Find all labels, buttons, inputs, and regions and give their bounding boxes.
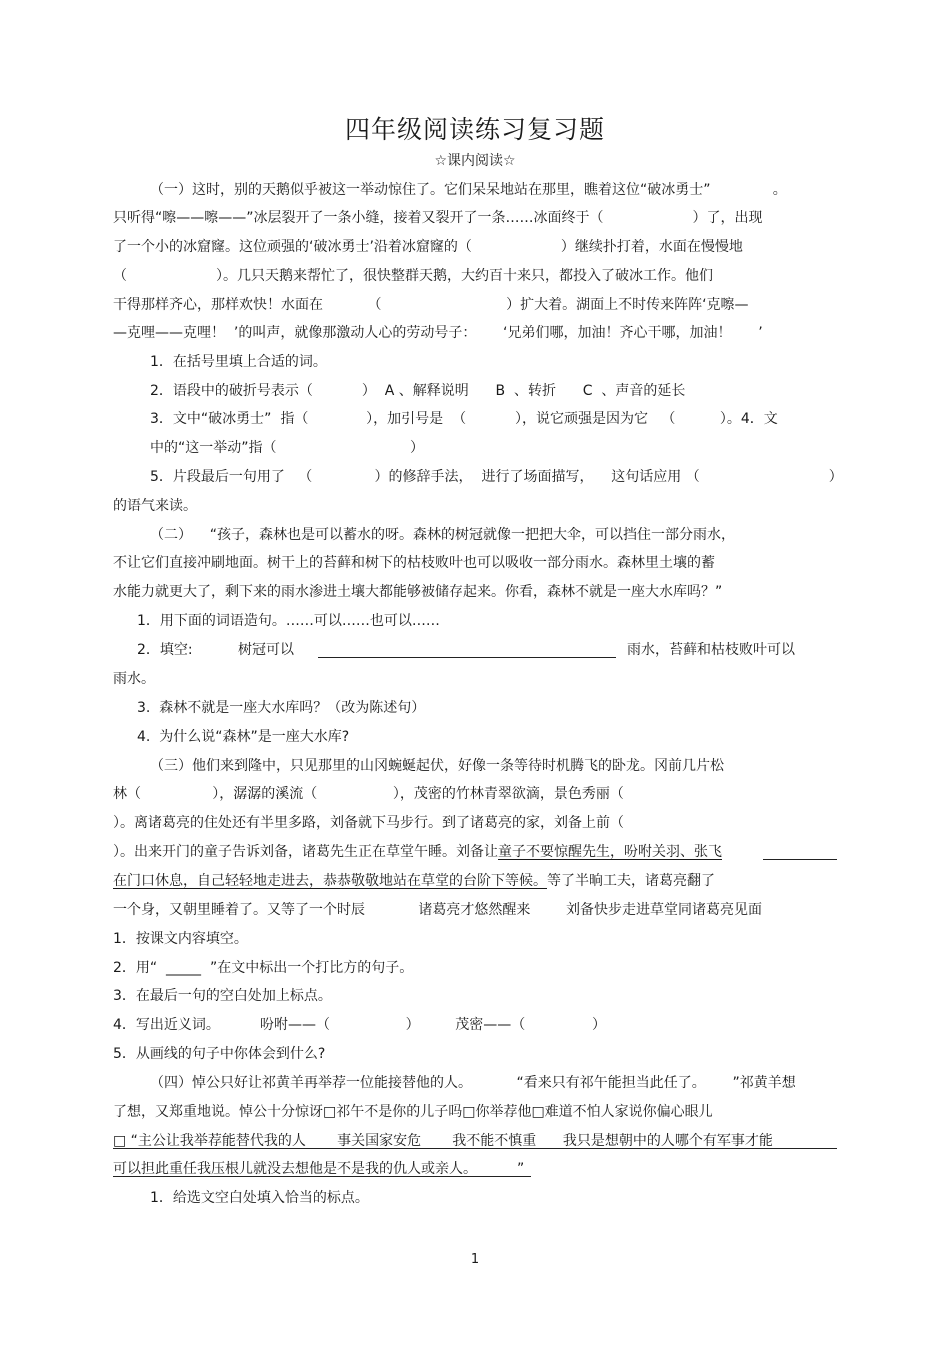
section3-question: 4．写出近义词。 吩咐——（ ） 茂密——（ ） [113,1017,606,1033]
section1-question: 5．片段最后一句用了 （ ）的修辞手法， 进行了场面描写， 这句话应用 （ ） [150,469,843,485]
page-title: 四年级阅读练习复习题 [344,115,605,144]
section3-line [113,842,843,862]
section3-plain-text: 等了半晌工夫，诸葛亮翻了 [547,873,715,889]
section2-question: 1．用下面的词语造句。……可以……也可以…… [137,613,440,629]
section1-question: 的语气来读。 [113,498,197,514]
underlined-sentence: 在门口休息，自己轻轻地走进去，恭恭敬敬地站在草堂的台阶下等候。 [113,873,547,889]
section2-line: 水能力就更大了，剩下来的雨水渗进土壤大都能够被储存起来。你看，森林不就是一座大水库吗？” [113,584,723,600]
section1-line: 干得那样齐心，那样欢快！水面在 （ ）扩大着。湖面上不时传来阵阵‘克嚓— [113,297,749,313]
section4-line: 了想，又郑重地说。悼公十分惊讶□祁午不是你的儿子吗□你举荐他□难道不怕人家说你偏心眼儿 [113,1104,713,1120]
section3-question: 5．从画线的句子中你体会到什么? [113,1046,326,1062]
section2-question: 4. 为什么说“森林”是一座大水库? [137,729,350,745]
section1-line: （一）这时，别的天鹅似乎被这一举动惊住了。它们呆呆地站在那里，瞧着这位“破冰勇士” 。 [150,182,787,198]
underlined-sentence: 童子不要惊醒先生，吩咐关羽、张飞 [498,844,722,860]
section3-line: （三）他们来到隆中，只见那里的山冈蜿蜒起伏，好像一条等待时机腾飞的卧龙。冈前几片松 [150,758,724,774]
section3-line: ）。离诸葛亮的住处还有半里多路，刘备就下马步行。到了诸葛亮的家，刘备上前（ [113,815,624,831]
section2-fill-end: 雨水。 [113,671,155,687]
sentence-underline [113,1148,837,1149]
section1-line: 了一个小的冰窟窿。这位顽强的‘破冰勇士’沿着冰窟窿的（ ）继续扑打着，水面在慢慢地 [113,239,743,255]
sentence-underline [113,1176,531,1177]
section4-line: （四）悼公只好让祁黄羊再举荐一位能接替他的人。 “看来只有祁午能担当此任了。 ”祁黄羊想 [150,1075,796,1091]
section3-plain-text: ）。出来开门的童子告诉刘备，诸葛先生正在草堂午睡。刘备让 [113,844,498,860]
page-number: 1 [470,1252,480,1267]
section4-question: 1．给选文空白处填入恰当的标点。 [150,1190,369,1206]
section3-line: 一个身，又朝里睡着了。又等了一个时辰 诸葛亮才悠然醒来 刘备快步走进草堂同诸葛亮见面 [113,902,763,918]
section4-underlined-line: □ “主公让我举荐能替代我的人 事关国家安危 我不能不慎重 我只是想朝中的人哪个有军事才能 [113,1133,773,1149]
answer-blank-line [318,657,616,658]
section2-line: （二） “孩子，森林也是可以蓄水的呀。森林的树冠就像一把把大伞，可以挡住一部分雨水， [150,527,736,543]
section1-question: 3．文中“破冰勇士” 指（ ），加引号是 （ ），说它顽强是因为它 （ ）。4．文 [150,411,778,427]
section1-line: 只听得“嚓——嚓——”冰层裂开了一条小缝，接着又裂开了一条……冰面终于（ ）了，出现 [113,210,763,226]
section3-question: 3．在最后一句的空白处加上标点。 [113,988,332,1004]
section3-question: 1．按课文内容填空。 [113,931,248,947]
section3-line: 林（ ），潺潺的溪流（ ），茂密的竹林青翠欲滴，景色秀丽（ [113,786,624,802]
section1-question: 2．语段中的破折号表示（ ） A 、解释说明 B 、转折 C 、声音的延长 [150,383,686,399]
section2-fill-tail: 雨水，苔藓和枯枝败叶可以 [627,642,795,658]
section4-underlined-line: 可以担此重任我压根儿就没去想他是不是我的仇人或亲人。 ” [113,1161,525,1177]
section2-fill-label: 2．填空: [137,642,193,658]
section3-question: 2．用“ _____ ”在文中标出一个打比方的句子。 [113,960,414,976]
page-subtitle: ☆课内阅读☆ [434,153,516,169]
section2-question: 3. 森林不就是一座大水库吗？（改为陈述句） [137,700,426,716]
section1-question: 中的“这一举动”指（ ） [150,440,425,456]
section1-line: —克哩——克哩！ ’的叫声，就像那激动人心的劳动号子： ‘兄弟们哪，加油！齐心干哪，加油！ ’ [113,325,763,341]
section2-fill-subject: 树冠可以 [238,642,294,658]
section1-line: （ ）。几只天鹅来帮忙了，很快整群天鹅，大约百十来只，都投入了破冰工作。他们 [113,268,714,284]
section1-question: 1．在括号里填上合适的词。 [150,354,327,370]
section2-line: 不让它们直接冲刷地面。树干上的苔藓和树下的枯枝败叶也可以吸收一部分雨水。森林里土壤的蓄 [113,555,715,571]
underline-extension [763,859,837,860]
section3-line [113,871,843,891]
